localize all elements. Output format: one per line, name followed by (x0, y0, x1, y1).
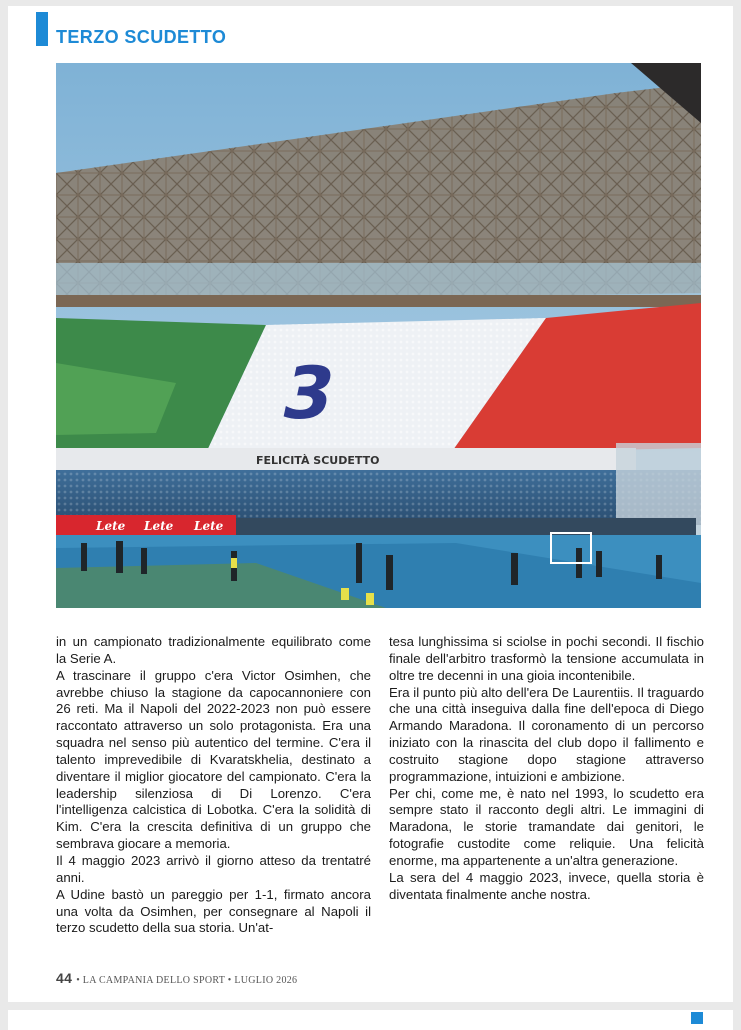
article-paragraph: Era il punto più alto dell'era De Laurentiis. Il traguardo che una città inseguiva dalla fine dell'epoca di Diego Armando Maradona. Il coronamento di un percorso iniziato con la rinascita del club dopo il fallimento e costruito stagione dopo stagione attraverso programmazione, intuizioni e ambizione. (389, 684, 704, 784)
stadium-photo (56, 63, 701, 608)
article-paragraph: tesa lunghissima si sciolse in pochi secondi. Il fischio finale dell'arbitro trasformò la tensione accumulata in oltre tre decenni in una gioia incontenibile. (389, 634, 704, 683)
magazine-page (8, 6, 733, 1002)
article-paragraph: Per chi, come me, è nato nel 1993, lo scudetto era sempre stato il racconto degli altri. Le immagini di Maradona, le storie tramandate dai genitori, le fotografie custodite come reliquie. Una felicità enorme, ma appartenente a un'altra generazione. (389, 785, 704, 868)
ad-board-1: Lete (96, 519, 126, 533)
section-title: TERZO SCUDETTO (56, 27, 227, 47)
page-footer (56, 970, 297, 986)
article-column-right (389, 634, 704, 904)
article-paragraph: A Udine bastò un pareggio per 1-1, firmato ancora una volta da Osimhen, per consegnare al Napoli il terzo scudetto della sua storia. Un'at- (56, 886, 371, 936)
article-paragraph: La sera del 4 maggio 2023, invece, quella storia è diventata finalmente anche nostra. (389, 869, 704, 902)
article-column-left (56, 634, 371, 937)
stadium-banner: FELICITÀ SCUDETTO (256, 454, 380, 467)
footer-publication: • LA CAMPANIA DELLO SPORT • LUGLIO 2026 (76, 975, 298, 986)
next-page-edge (8, 1010, 733, 1030)
article-paragraph: in un campionato tradizionalmente equilibrato come la Serie A. (56, 634, 371, 666)
section-accent-bar (36, 12, 48, 46)
next-page-accent (691, 1012, 703, 1024)
page-number: 44 (56, 970, 73, 986)
ad-board-3: Lete (194, 519, 224, 533)
article-paragraph: A trascinare il gruppo c'era Victor Osimhen, che avrebbe chiuso la stagione da capocannoniere con 26 reti. Ma il Napoli del 2022-2023 non può essere raccontato attraverso un solo protagonista. Era una squadra nel senso più autentico del termine. C'era il talento imprevedibile di Kvaratskhelia, destinato a diventare il miglior giocatore del campionato. C'era la leadership silenziosa di Di Lorenzo. C'era l'intelligenza calcistica di Lobotka. C'era la solidità di Kim. C'era la crescita definitiva di un gruppo che sembrava giocare a memoria. (56, 667, 371, 852)
stadium-photo-illustration (56, 63, 701, 608)
choreo-number: 3 (274, 351, 343, 436)
article-paragraph: Il 4 maggio 2023 arrivò il giorno atteso da trentatré anni. (56, 852, 371, 885)
ad-board-2: Lete (144, 519, 174, 533)
